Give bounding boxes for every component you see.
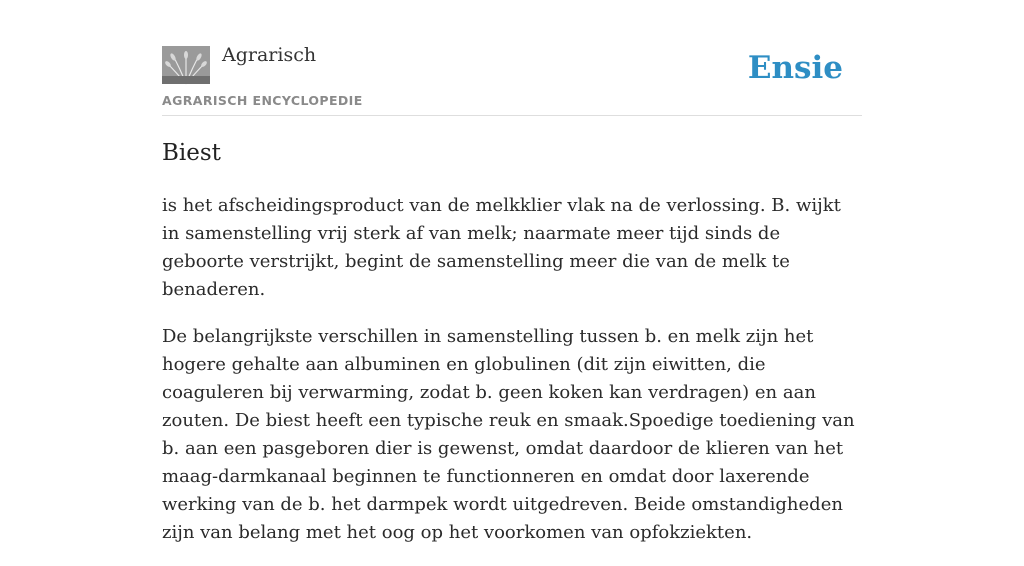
wheat-icon (162, 46, 210, 84)
header (162, 0, 862, 116)
brand-logo[interactable]: Ensie (747, 50, 843, 86)
article-paragraph: De belangrijkste verschillen in samenstelling tussen b. en melk zijn het hogere gehalte aan albuminen en globulinen (dit zijn eiwitten, die coaguleren bij verwarming, zodat b. geen koken kan verdragen) en aan zouten. De biest heeft een typische reuk en smaak.Spoedige toediening van b. aan een pasgeboren dier is gewenst, omdat daardoor de klieren van het maag-darmkanaal beginnen te functionneren en omdat door laxerende werking van de b. het darmpek wordt uitgedreven. Beide omstandigheden zijn van belang met het oog op het voorkomen van opfokziekten. (162, 326, 855, 543)
article-paragraph: is het afscheidingsproduct van de melkklier vlak na de verlossing. B. wijkt in samenstelling vrij sterk af van melk; naarmate meer tijd sinds de geboorte verstrijkt, begint de samenstelling meer die van de melk te benaderen. (162, 195, 841, 300)
article-title: Biest (162, 140, 221, 166)
source-avatar[interactable] (162, 46, 210, 84)
source-name[interactable]: Agrarisch (222, 44, 317, 66)
article-body (162, 192, 862, 566)
source-subtitle: AGRARISCH ENCYCLOPEDIE (162, 93, 363, 108)
